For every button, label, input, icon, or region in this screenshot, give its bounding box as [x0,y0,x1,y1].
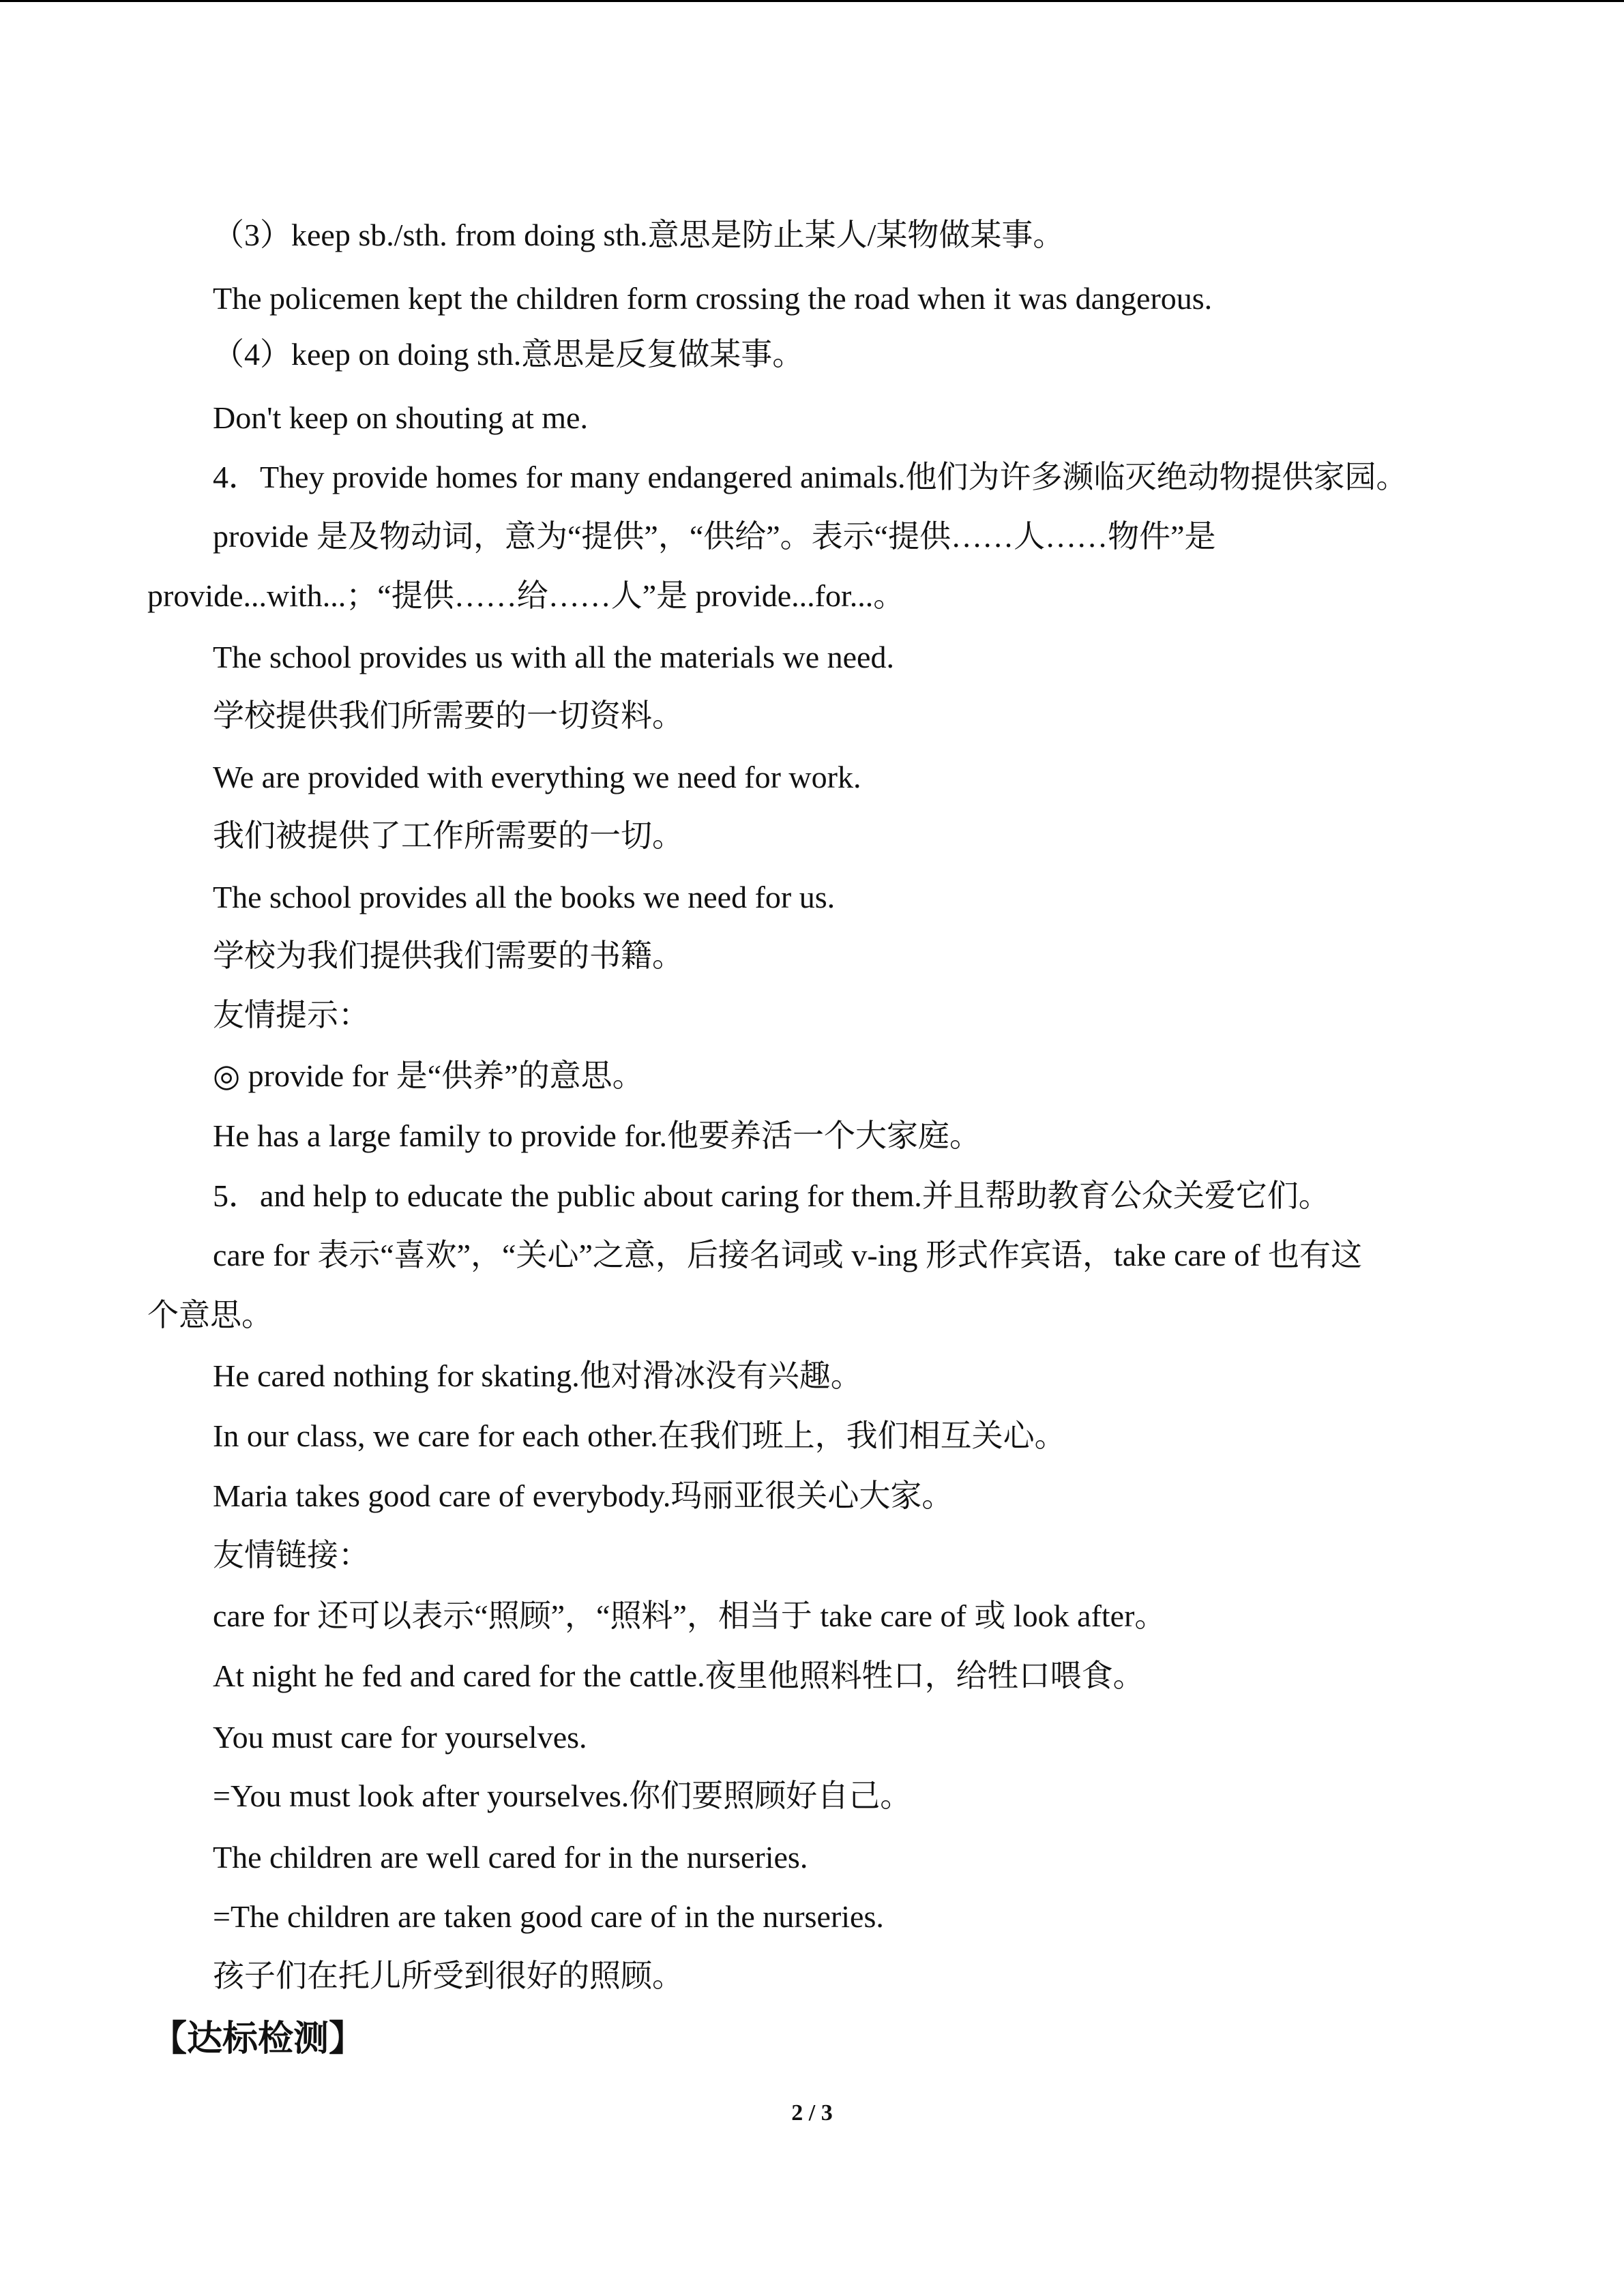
page-number: 2 / 3 [791,2100,833,2126]
text-line: We are provided with everything we need for work. [213,760,861,794]
top-border [0,0,1624,2]
text-line: He cared nothing for skating.他对滑冰没有兴趣。 [213,1358,862,1393]
section-heading: 【达标检测】 [151,2018,365,2059]
text-line: 5．and help to educate the public about caring for them.并且帮助教育公众关爱它们。 [213,1178,1330,1213]
text-line: The children are well cared for in the nurseries. [213,1840,808,1875]
text-line: 学校为我们提供我们需要的书籍。 [213,938,683,973]
text-line: provide 是及物动词，意为“提供”，“供给”。表示“提供……人……物件”是 [213,519,1216,554]
text-line: You must care for yourselves. [213,1720,587,1755]
text-line: （3）keep sb./sth. from doing sth.意思是防止某人/某物做某事。 [213,218,1065,252]
text-line: 个意思。 [147,1298,273,1332]
text-line: Don't keep on shouting at me. [213,400,588,435]
text-line: 友情提示： [213,998,370,1032]
text-line: 4．They provide homes for many endangered animals.他们为许多濒临灭绝动物提供家园。 [213,460,1408,494]
text-line: 孩子们在托儿所受到很好的照顾。 [213,1958,683,1993]
text-line: The school provides us with all the materials we need. [213,640,894,674]
text-line: =The children are taken good care of in the nurseries. [213,1899,884,1934]
text-line: care for 还可以表示“照顾”，“照料”，相当于 take care of 或 look after。 [213,1598,1166,1633]
text-line: He has a large family to provide for.他要养活一个大家庭。 [213,1118,981,1153]
text-line: In our class, we care for each other.在我们班上，我们相互关心。 [213,1418,1066,1453]
text-line: Maria takes good care of everybody.玛丽亚很关心大家。 [213,1478,954,1513]
text-line: 学校提供我们所需要的一切资料。 [213,698,683,733]
text-line: At night he fed and cared for the cattle.夜里他照料牲口，给牲口喂食。 [213,1658,1145,1693]
text-line: 我们被提供了工作所需要的一切。 [213,818,683,853]
text-line: =You must look after yourselves.你们要照顾好自己。 [213,1778,912,1813]
text-line: care for 表示“喜欢”，“关心”之意，后接名词或 v-ing 形式作宾语，take care of 也有这 [213,1238,1362,1272]
text-line: ◎ provide for 是“供养”的意思。 [213,1058,644,1093]
text-line: The school provides all the books we need for us. [213,880,836,914]
text-line: provide...with...；“提供……给……人”是 provide...for...。 [147,578,905,613]
text-line: （4）keep on doing sth.意思是反复做某事。 [213,337,804,372]
text-line: The policemen kept the children form crossing the road when it was dangerous. [213,281,1213,316]
text-line: 友情链接： [213,1538,370,1572]
